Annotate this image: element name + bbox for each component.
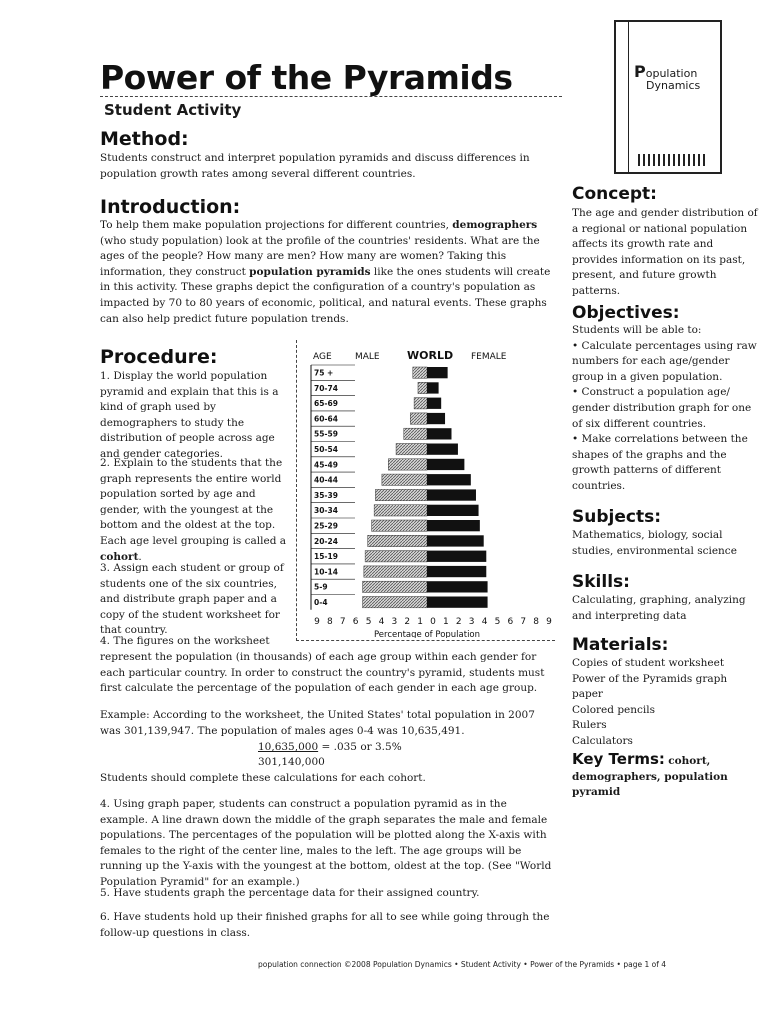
procedure-step-3: 3. Assign each student or group of students one of the six countries, and distribute graph paper and a copy of the student worksheet for that country.	[100, 562, 284, 637]
world-population-pyramid	[296, 340, 555, 641]
term-demographers: demographers	[452, 219, 538, 231]
pyramid-x-tick: 7	[339, 616, 346, 627]
pyramid-female-bar	[427, 551, 486, 562]
pyramid-x-tick: 2	[455, 616, 462, 627]
pyramid-header-male: MALE	[355, 352, 380, 362]
procedure-step-4-lead: 4. The figures on the worksheet	[100, 635, 270, 647]
pyramid-male-bar	[372, 520, 427, 531]
population-dynamics-logo: Population Dynamics	[634, 62, 701, 92]
pyramid-title: WORLD	[407, 349, 454, 362]
pyramid-age-label: 10-14	[314, 567, 338, 577]
subjects-text: Mathematics, biology, social studies, environmental science	[572, 529, 737, 557]
pyramid-female-bar	[427, 520, 480, 531]
pyramid-x-tick: 3	[468, 616, 475, 627]
objectives-heading: Objectives:	[572, 303, 680, 323]
pyramid-age-label: 65-69	[314, 399, 338, 409]
material-item: Copies of student worksheet	[572, 657, 725, 669]
procedure-step-2: 2. Explain to the students that the graph represents the entire world population sorted by age and gender, with the youngest at the bottom and the oldest at the top. Each age level grouping is called a cohort.	[100, 457, 287, 563]
pyramid-female-bar	[427, 581, 488, 592]
pyramid-female-bar	[427, 428, 451, 439]
pyramid-female-bar	[427, 597, 488, 608]
pyramid-x-tick: 2	[404, 616, 411, 627]
pyramid-age-label: 20-24	[314, 536, 338, 546]
introduction-heading: Introduction:	[100, 196, 241, 218]
pyramid-x-tick: 7	[520, 616, 527, 627]
pyramid-x-tick: 1	[417, 616, 423, 627]
example-formula: 10,635,000 = .035 or 3.5%	[258, 741, 402, 753]
concept-text: The age and gender distribution of a regional or national population affects its growth rate and provides information on its past, present, and future growth patterns.	[572, 207, 758, 297]
pyramid-age-label: 60-64	[314, 414, 338, 424]
pyramid-male-bar	[382, 474, 427, 485]
pyramid-male-bar	[364, 566, 427, 577]
people-silhouettes-icon	[638, 154, 708, 166]
pyramid-male-bar	[410, 413, 427, 424]
pyramid-male-bar	[388, 459, 427, 470]
key-terms-heading: Key Terms:	[572, 750, 665, 768]
page-footer: population connection ©2008 Population Dynamics • Student Activity • Power of the Pyramids • page 1 of 4	[258, 960, 666, 969]
method-heading: Method:	[100, 128, 189, 150]
subjects-heading: Subjects:	[572, 507, 661, 527]
example-after: Students should complete these calculations for each cohort.	[100, 772, 426, 784]
pyramid-age-label: 50-54	[314, 445, 338, 454]
key-terms-text: cohort, demographers, population pyramid	[572, 755, 728, 799]
pyramid-female-bar	[427, 459, 464, 470]
pyramid-x-tick: 6	[507, 616, 514, 627]
procedure-step-4b: 4. Using graph paper, students can construct a population pyramid as in the example. A line drawn down the middle of the graph separates the male and female populations. The percentages of the population will be plotted along the X-axis with females to the right of the center line, males to the left. The age groups will be running up the Y-axis with the youngest at the bottom, oldest at the top. (See "World Population Pyramid" for an example.)	[100, 798, 552, 888]
objective-item: • Make correlations between the shapes of the graphs and the growth patterns of different countries.	[572, 433, 748, 492]
pyramid-age-label: 70-74	[314, 383, 338, 393]
pyramid-age-label: 30-34	[314, 506, 338, 516]
pyramid-male-bar	[418, 382, 427, 393]
pyramid-female-bar	[427, 444, 458, 455]
term-population-pyramids: population pyramids	[249, 265, 371, 278]
pyramid-male-bar	[368, 535, 427, 546]
pyramid-age-label: 55-59	[314, 429, 338, 439]
materials-heading: Materials:	[572, 635, 669, 655]
pyramid-age-label: 5-9	[314, 582, 328, 592]
pyramid-female-bar	[427, 566, 486, 577]
material-item: Power of the Pyramids graph paper	[572, 672, 728, 701]
pyramid-header-age: AGE	[313, 352, 332, 362]
pyramid-female-bar	[427, 535, 484, 546]
pyramid-male-bar	[414, 398, 427, 409]
curriculum-book-cover	[614, 20, 722, 174]
materials-list	[572, 656, 758, 750]
pyramid-age-label: 75 +	[314, 368, 334, 378]
pyramid-x-tick: 8	[327, 616, 333, 627]
pyramid-age-label: 25-29	[314, 521, 338, 531]
pyramid-female-bar	[427, 474, 471, 485]
pyramid-header-female: FEMALE	[471, 352, 507, 362]
method-text: Students construct and interpret population pyramids and discuss differences in population growth rates among several different countries.	[100, 152, 530, 180]
procedure-step-1: 1. Display the world population pyramid and explain that this is a kind of graph used by demographers to study the distribution of people across age and gender categories.	[100, 370, 279, 460]
pyramid-female-bar	[427, 489, 476, 500]
pyramid-male-bar	[374, 505, 427, 516]
pyramid-male-bar	[375, 489, 427, 500]
page-title: Power of the Pyramids	[100, 58, 513, 97]
pyramid-x-tick: 4	[378, 616, 385, 627]
pyramid-female-bar	[427, 398, 441, 409]
objective-item: • Construct a population age/ gender distribution graph for one of six different countries.	[572, 386, 752, 430]
skills-heading: Skills:	[572, 572, 630, 592]
pyramid-x-tick: 6	[352, 616, 359, 627]
material-item: Calculators	[572, 734, 633, 747]
pyramid-male-bar	[404, 428, 427, 439]
procedure-step-6: 6. Have students hold up their finished graphs for all to see while going through the follow-up questions in class.	[100, 911, 550, 939]
pyramid-x-tick: 8	[533, 616, 539, 627]
pyramid-age-label: 35-39	[314, 490, 338, 500]
skills-text: Calculating, graphing, analyzing and interpreting data	[572, 594, 746, 622]
objectives-list: Students will be able to: • Calculate percentages using raw numbers for each age/gender group in a given population. • Construct a population age/ gender distribution graph for one of six different countries. • Make correlations between the shapes of the graphs and the growth patterns of different countries.	[572, 323, 758, 495]
pyramid-chart	[297, 340, 555, 638]
pyramid-age-label: 40-44	[314, 475, 338, 485]
pyramid-female-bar	[427, 382, 439, 393]
example-text: Example: According to the worksheet, the United States' total population in 2007 was 301,139,947. The population of males ages 0-4 was 10,635,491.	[100, 709, 535, 737]
title-rule	[100, 96, 562, 97]
pyramid-x-tick: 9	[314, 616, 320, 627]
material-item: Colored pencils	[572, 703, 656, 716]
example-denominator: 301,140,000	[258, 756, 325, 768]
introduction-text: To help them make population projections for different countries, demographers (who study population) look at the profile of the countries' residents. What are the ages of the people? How many are men? How many are women? Taking this information, they construct population pyramids like the ones students will create in this activity. These graphs depict the configuration of a country's population as impacted by 70 to 80 years of economic, political, and natural events. These graphs can also help predict future population trends.	[100, 219, 551, 325]
pyramid-age-label: 15-19	[314, 552, 338, 562]
pyramid-male-bar	[363, 581, 427, 592]
pyramid-male-bar	[413, 367, 427, 378]
procedure-heading: Procedure:	[100, 346, 218, 368]
pyramid-male-bar	[365, 551, 427, 562]
pyramid-x-tick: 9	[546, 616, 552, 627]
pyramid-female-bar	[427, 367, 448, 378]
pyramid-x-label: Percentage of Population	[373, 629, 481, 638]
key-terms	[572, 752, 758, 801]
pyramid-x-tick: 3	[391, 616, 398, 627]
concept-heading: Concept:	[572, 184, 657, 204]
pyramid-female-bar	[427, 413, 445, 424]
pyramid-male-bar	[363, 597, 427, 608]
pyramid-male-bar	[396, 444, 427, 455]
pyramid-x-tick: 5	[494, 616, 501, 627]
material-item: Rulers	[572, 719, 607, 732]
pyramid-age-label: 0-4	[314, 598, 328, 607]
pyramid-x-tick: 5	[365, 616, 372, 627]
objective-item: • Calculate percentages using raw numbers for each age/gender group in a given population.	[572, 339, 757, 383]
procedure-step-4-text: represent the population (in thousands) of each age group within each gender for each particular country. In order to construct the country's pyramid, students must first calculate the percentage of the population of each gender in each age group.	[100, 651, 545, 695]
pyramid-x-tick: 1	[443, 616, 449, 627]
pyramid-female-bar	[427, 505, 479, 516]
page-subtitle: Student Activity	[104, 101, 242, 119]
pyramid-x-tick: 0	[430, 616, 436, 627]
pyramid-x-tick: 4	[481, 616, 488, 627]
book-spine	[616, 22, 629, 172]
pyramid-age-label: 45-49	[314, 460, 338, 470]
procedure-step-5: 5. Have students graph the percentage data for their assigned country.	[100, 887, 480, 899]
